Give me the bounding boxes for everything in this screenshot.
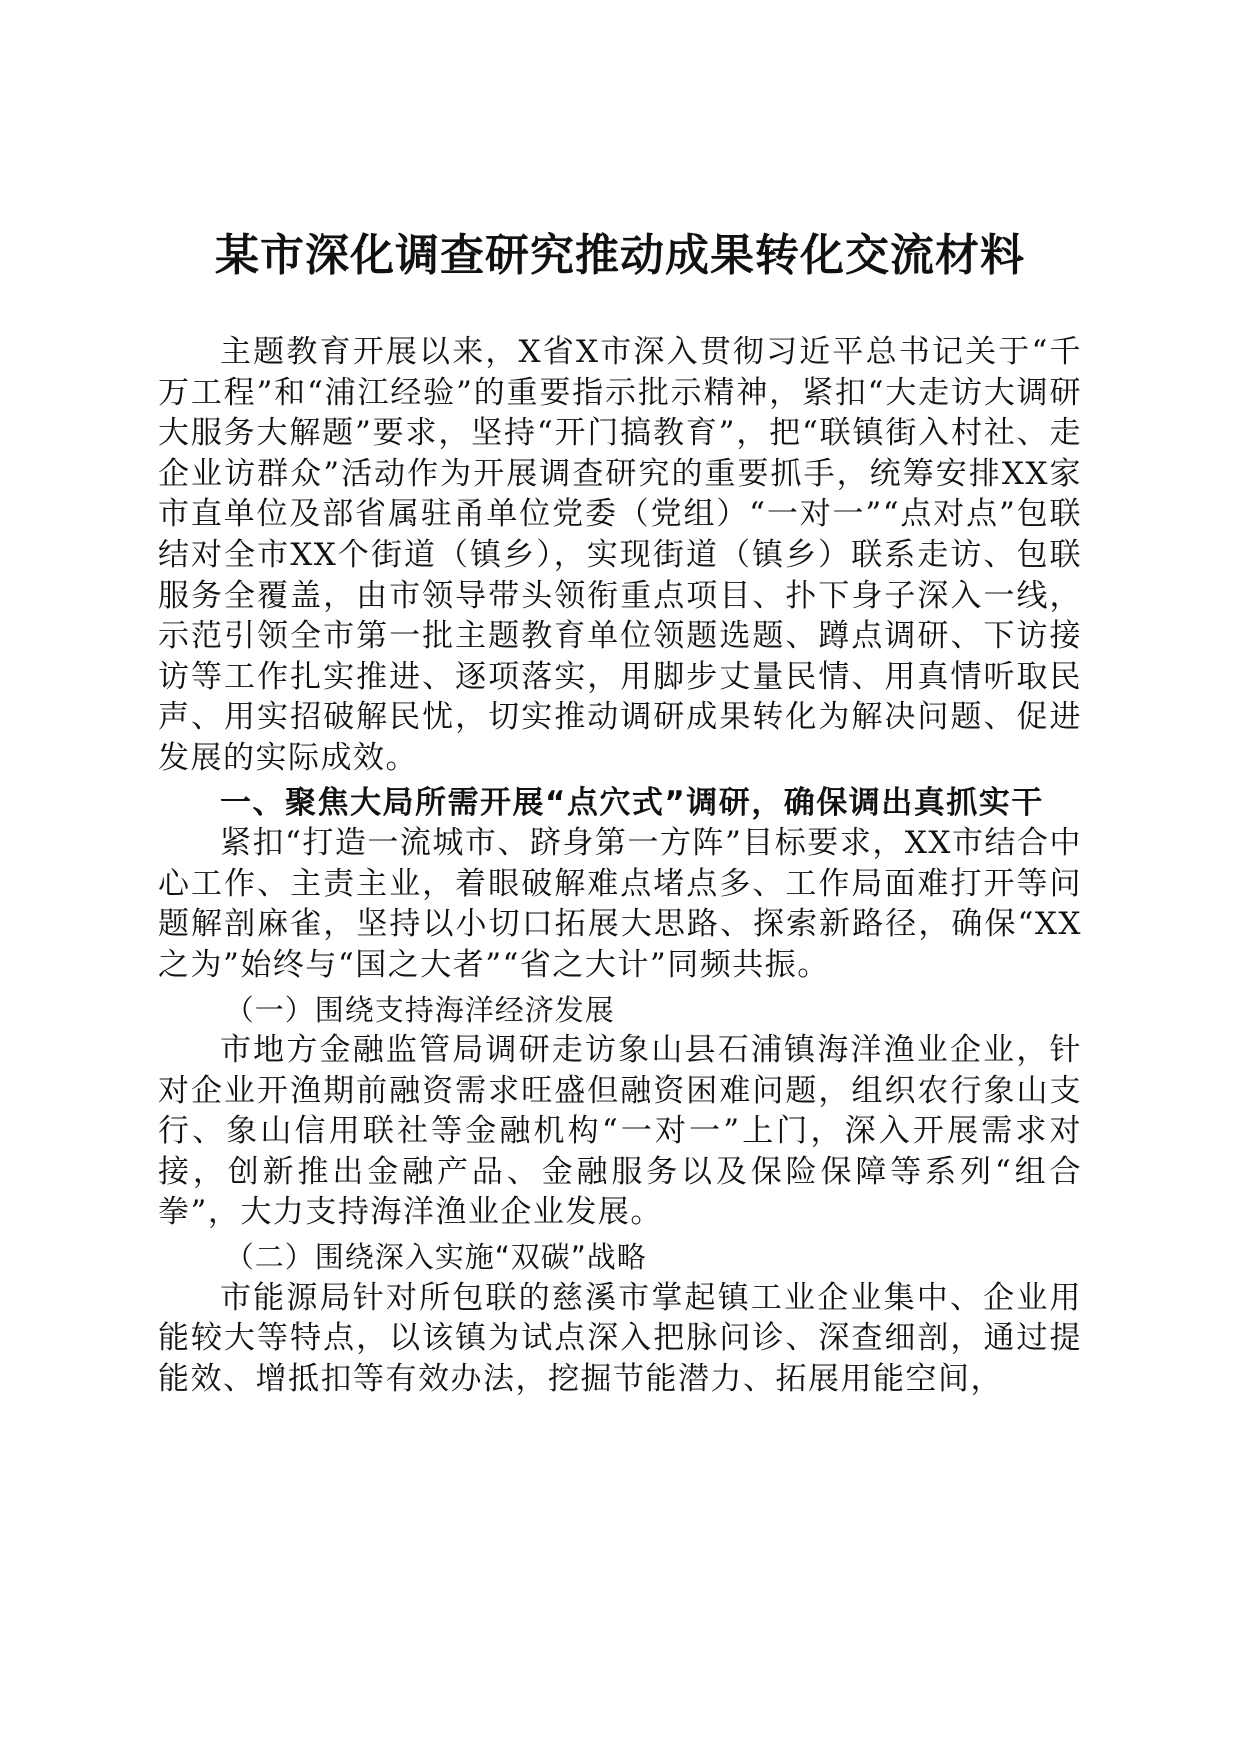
subsection-1-paragraph: 市地方金融监管局调研走访象山县石浦镇海洋渔业企业，针对企业开渔期前融资需求旺盛但融资困难问题，组织农行象山支行、象山信用联社等金融机构“一对一”上门，深入开展需求对接，创新推出金融产品、金融服务以及保险保障等系列“组合拳”，大力支持海洋渔业企业发展。 xyxy=(158,1032,1082,1231)
document-title: 某市深化调查研究推动成果转化交流材料 xyxy=(215,230,1025,281)
subsection-1-heading: （一）围绕支持海洋经济发展 xyxy=(224,992,615,1027)
document-body xyxy=(158,332,1082,1399)
intro-paragraph: 主题教育开展以来，X省X市深入贯彻习近平总书记关于“千万工程”和“浦江经验”的重要指示批示精神，紧扣“大走访大调研大服务大解题”要求，坚持“开门搞教育”，把“联镇街入村社、走企业访群众”活动作为开展调查研究的重要抓手，统筹安排XX家市直单位及部省属驻甬单位党委（党组）“一对一”“点对点”包联结对全市XX个街道（镇乡），实现街道（镇乡）联系走访、包联服务全覆盖，由市领导带头领衔重点项目、扑下身子深入一线，示范引领全市第一批主题教育单位领题选题、蹲点调研、下访接访等工作扎实推进、逐项落实，用脚步丈量民情、用真情听取民声、用实招破解民忧，切实推动调研成果转化为解决问题、促进发展的实际成效。 xyxy=(158,334,1082,776)
section-1-heading: 一、聚焦大局所需开展“点穴式”调研，确保调出真抓实干 xyxy=(220,784,1044,821)
subsection-2-heading: （二）围绕深入实施“双碳”战略 xyxy=(224,1240,647,1275)
subsection-2-paragraph: 市能源局针对所包联的慈溪市掌起镇工业企业集中、企业用能较大等特点，以该镇为试点深入把脉问诊、深查细剖，通过提能效、增抵扣等有效办法，挖掘节能潜力、拓展用能空间， xyxy=(158,1279,1082,1397)
section-1-paragraph: 紧扣“打造一流城市、跻身第一方阵”目标要求，XX市结合中心工作、主责主业，着眼破解难点堵点多、工作局面难打开等问题解剖麻雀，坚持以小切口拓展大思路、探索新路径，确保“XX之为”始终与“国之大者”“省之大计”同频共振。 xyxy=(158,825,1082,983)
